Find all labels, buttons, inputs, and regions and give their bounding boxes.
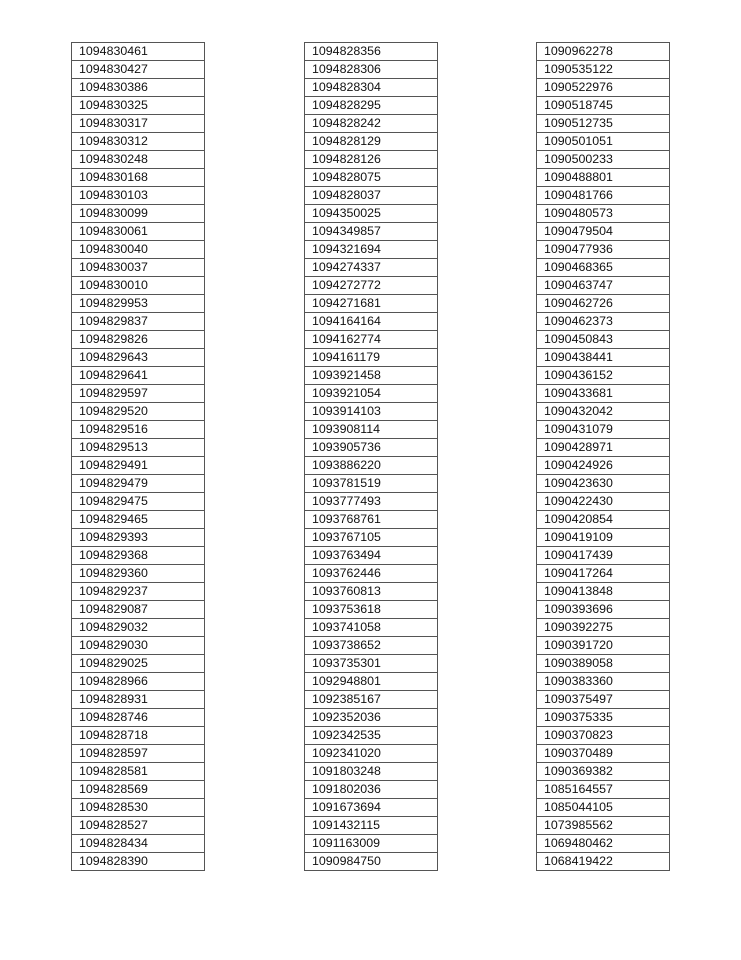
number-cell: 1091432115 (305, 817, 438, 835)
number-cell: 1094161179 (305, 349, 438, 367)
table-row (305, 349, 438, 367)
number-list-column-2 (304, 42, 438, 871)
table-row (537, 385, 670, 403)
table-row (305, 241, 438, 259)
table-row (305, 817, 438, 835)
table-row (72, 475, 205, 493)
number-cell: 1090422430 (537, 493, 670, 511)
table-row (72, 421, 205, 439)
number-cell: 1090479504 (537, 223, 670, 241)
table-row (537, 799, 670, 817)
number-cell: 1094830099 (72, 205, 205, 223)
table-row (305, 637, 438, 655)
table-row (537, 709, 670, 727)
number-cell: 1094828242 (305, 115, 438, 133)
number-cell: 1094829479 (72, 475, 205, 493)
number-cell: 1094829465 (72, 511, 205, 529)
number-cell: 1093905736 (305, 439, 438, 457)
table-row (305, 187, 438, 205)
number-cell: 1090392275 (537, 619, 670, 637)
table-row (72, 727, 205, 745)
table-row (305, 43, 438, 61)
number-cell: 1093921054 (305, 385, 438, 403)
number-cell: 1094828295 (305, 97, 438, 115)
number-cell: 1094828569 (72, 781, 205, 799)
table-row (537, 691, 670, 709)
number-cell: 1094828434 (72, 835, 205, 853)
table-row (72, 655, 205, 673)
table-row (305, 115, 438, 133)
number-cell: 1094164164 (305, 313, 438, 331)
number-table-2 (304, 42, 438, 871)
table-row (537, 277, 670, 295)
number-cell: 1090488801 (537, 169, 670, 187)
table-row (537, 169, 670, 187)
table-row (305, 583, 438, 601)
number-cell: 1094828718 (72, 727, 205, 745)
table-row (537, 637, 670, 655)
number-cell: 1094828306 (305, 61, 438, 79)
table-row (305, 295, 438, 313)
table-row (72, 511, 205, 529)
number-cell: 1090375497 (537, 691, 670, 709)
number-cell: 1094828530 (72, 799, 205, 817)
number-cell: 1091802036 (305, 781, 438, 799)
number-cell: 1090462373 (537, 313, 670, 331)
table-row (305, 547, 438, 565)
table-row (537, 367, 670, 385)
number-cell: 1094829025 (72, 655, 205, 673)
number-cell: 1094830040 (72, 241, 205, 259)
number-cell: 1094274337 (305, 259, 438, 277)
table-row (537, 817, 670, 835)
number-cell: 1094828037 (305, 187, 438, 205)
number-cell: 1068419422 (537, 853, 670, 871)
number-cell: 1090462726 (537, 295, 670, 313)
table-row (537, 349, 670, 367)
number-cell: 1094829641 (72, 367, 205, 385)
table-row (537, 421, 670, 439)
number-cell: 1093760813 (305, 583, 438, 601)
table-row (537, 187, 670, 205)
table-row (537, 745, 670, 763)
number-table-3 (536, 42, 670, 871)
table-row (305, 385, 438, 403)
number-cell: 1094829953 (72, 295, 205, 313)
number-cell: 1093735301 (305, 655, 438, 673)
table-row (72, 169, 205, 187)
number-cell: 1093767105 (305, 529, 438, 547)
number-cell: 1093921458 (305, 367, 438, 385)
table-row (305, 97, 438, 115)
table-row (305, 61, 438, 79)
number-cell: 1094828597 (72, 745, 205, 763)
number-cell: 1093886220 (305, 457, 438, 475)
number-cell: 1094829597 (72, 385, 205, 403)
number-cell: 1092948801 (305, 673, 438, 691)
number-cell: 1094321694 (305, 241, 438, 259)
table-row (72, 331, 205, 349)
number-cell: 1090962278 (537, 43, 670, 61)
number-cell: 1090417439 (537, 547, 670, 565)
table-row (537, 475, 670, 493)
table-row (72, 241, 205, 259)
number-cell: 1090438441 (537, 349, 670, 367)
number-cell: 1094830061 (72, 223, 205, 241)
table-row (305, 781, 438, 799)
table-row (305, 529, 438, 547)
table-row (305, 835, 438, 853)
number-cell: 1093908114 (305, 421, 438, 439)
number-cell: 1094828129 (305, 133, 438, 151)
table-row (537, 331, 670, 349)
number-cell: 1094828126 (305, 151, 438, 169)
number-cell: 1094829360 (72, 565, 205, 583)
number-cell: 1090423630 (537, 475, 670, 493)
table-row (537, 133, 670, 151)
number-cell: 1094272772 (305, 277, 438, 295)
table-row (305, 313, 438, 331)
number-cell: 1090535122 (537, 61, 670, 79)
number-cell: 1094830010 (72, 277, 205, 295)
number-cell: 1094829087 (72, 601, 205, 619)
number-cell: 1093762446 (305, 565, 438, 583)
table-row (72, 61, 205, 79)
number-cell: 1090522976 (537, 79, 670, 97)
table-row (72, 835, 205, 853)
table-row (72, 565, 205, 583)
table-row (305, 673, 438, 691)
table-row (72, 853, 205, 871)
table-row (305, 277, 438, 295)
number-cell: 1094829520 (72, 403, 205, 421)
number-table-1 (71, 42, 205, 871)
number-cell: 1094829826 (72, 331, 205, 349)
table-row (72, 133, 205, 151)
table-row (305, 475, 438, 493)
table-row (305, 727, 438, 745)
table-row (72, 385, 205, 403)
number-cell: 1094830427 (72, 61, 205, 79)
table-row (537, 241, 670, 259)
table-row (72, 295, 205, 313)
number-cell: 1094828304 (305, 79, 438, 97)
number-cell: 1093741058 (305, 619, 438, 637)
table-row (72, 583, 205, 601)
number-cell: 1094829030 (72, 637, 205, 655)
table-row (537, 223, 670, 241)
number-cell: 1090433681 (537, 385, 670, 403)
number-cell: 1094830325 (72, 97, 205, 115)
number-cell: 1094829032 (72, 619, 205, 637)
number-cell: 1093753618 (305, 601, 438, 619)
number-cell: 1094830461 (72, 43, 205, 61)
table-row (72, 457, 205, 475)
number-cell: 1093738652 (305, 637, 438, 655)
number-cell: 1094828527 (72, 817, 205, 835)
table-row (72, 43, 205, 61)
table-row (537, 601, 670, 619)
number-cell: 1090432042 (537, 403, 670, 421)
table-row (305, 223, 438, 241)
table-row (72, 619, 205, 637)
table-row (305, 439, 438, 457)
table-row (537, 115, 670, 133)
table-row (537, 457, 670, 475)
table-row (72, 493, 205, 511)
number-cell: 1090375335 (537, 709, 670, 727)
number-cell: 1092385167 (305, 691, 438, 709)
table-row (305, 799, 438, 817)
number-cell: 1093777493 (305, 493, 438, 511)
number-cell: 1090420854 (537, 511, 670, 529)
table-row (537, 583, 670, 601)
table-row (305, 421, 438, 439)
table-row (72, 187, 205, 205)
number-cell: 1090393696 (537, 601, 670, 619)
table-row (537, 853, 670, 871)
table-row (305, 151, 438, 169)
number-cell: 1090518745 (537, 97, 670, 115)
table-row (537, 295, 670, 313)
number-cell: 1090370489 (537, 745, 670, 763)
table-row (537, 619, 670, 637)
table-row (537, 403, 670, 421)
table-row (537, 565, 670, 583)
number-cell: 1085044105 (537, 799, 670, 817)
table-row (72, 745, 205, 763)
table-row (72, 115, 205, 133)
table-row (305, 493, 438, 511)
number-cell: 1090431079 (537, 421, 670, 439)
number-cell: 1090413848 (537, 583, 670, 601)
table-row (537, 493, 670, 511)
number-cell: 1094830312 (72, 133, 205, 151)
number-cell: 1090480573 (537, 205, 670, 223)
number-cell: 1094829513 (72, 439, 205, 457)
number-cell: 1085164557 (537, 781, 670, 799)
table-row (537, 781, 670, 799)
number-cell: 1094830317 (72, 115, 205, 133)
number-cell: 1090463747 (537, 277, 670, 295)
number-cell: 1090512735 (537, 115, 670, 133)
table-row (537, 259, 670, 277)
table-row (72, 367, 205, 385)
table-row (537, 835, 670, 853)
number-cell: 1090389058 (537, 655, 670, 673)
table-row (72, 259, 205, 277)
table-row (305, 169, 438, 187)
table-row (72, 817, 205, 835)
number-cell: 1094828390 (72, 853, 205, 871)
number-cell: 1094829368 (72, 547, 205, 565)
table-row (305, 853, 438, 871)
number-cell: 1094828931 (72, 691, 205, 709)
table-row (305, 457, 438, 475)
table-row (72, 763, 205, 781)
table-row (537, 79, 670, 97)
table-row (537, 439, 670, 457)
number-cell: 1093914103 (305, 403, 438, 421)
number-cell: 1094829491 (72, 457, 205, 475)
number-cell: 1094829516 (72, 421, 205, 439)
table-row (305, 565, 438, 583)
number-cell: 1090370823 (537, 727, 670, 745)
table-row (72, 673, 205, 691)
table-row (537, 763, 670, 781)
table-row (72, 601, 205, 619)
table-row (72, 529, 205, 547)
number-cell: 1094828581 (72, 763, 205, 781)
table-row (72, 439, 205, 457)
table-row (305, 331, 438, 349)
table-row (537, 511, 670, 529)
table-row (72, 313, 205, 331)
table-row (72, 709, 205, 727)
table-row (305, 655, 438, 673)
table-row (72, 151, 205, 169)
table-row (305, 619, 438, 637)
table-row (537, 655, 670, 673)
number-cell: 1091163009 (305, 835, 438, 853)
number-cell: 1094828356 (305, 43, 438, 61)
table-row (305, 79, 438, 97)
table-row (537, 97, 670, 115)
number-cell: 1094830168 (72, 169, 205, 187)
number-cell: 1090501051 (537, 133, 670, 151)
table-row (72, 277, 205, 295)
table-row (537, 673, 670, 691)
number-cell: 1092341020 (305, 745, 438, 763)
table-row (305, 601, 438, 619)
table-row (72, 97, 205, 115)
number-cell: 1094828075 (305, 169, 438, 187)
table-row (537, 547, 670, 565)
number-cell: 1094829475 (72, 493, 205, 511)
table-row (72, 205, 205, 223)
number-cell: 1091803248 (305, 763, 438, 781)
table-row (72, 637, 205, 655)
table-row (305, 259, 438, 277)
table-row (537, 151, 670, 169)
table-row (72, 223, 205, 241)
table-row (305, 367, 438, 385)
table-row (537, 61, 670, 79)
number-cell: 1094829643 (72, 349, 205, 367)
number-cell: 1094828746 (72, 709, 205, 727)
number-cell: 1090436152 (537, 367, 670, 385)
number-cell: 1094830103 (72, 187, 205, 205)
number-cell: 1094162774 (305, 331, 438, 349)
number-cell: 1090477936 (537, 241, 670, 259)
number-cell: 1090450843 (537, 331, 670, 349)
number-cell: 1090369382 (537, 763, 670, 781)
table-row (72, 691, 205, 709)
table-row (305, 205, 438, 223)
table-row (537, 727, 670, 745)
table-row (72, 799, 205, 817)
number-cell: 1094828966 (72, 673, 205, 691)
number-cell: 1094829837 (72, 313, 205, 331)
number-cell: 1090500233 (537, 151, 670, 169)
number-cell: 1094350025 (305, 205, 438, 223)
number-cell: 1092352036 (305, 709, 438, 727)
number-cell: 1091673694 (305, 799, 438, 817)
table-row (537, 313, 670, 331)
number-cell: 1073985562 (537, 817, 670, 835)
number-cell: 1090383360 (537, 673, 670, 691)
number-cell: 1090424926 (537, 457, 670, 475)
number-cell: 1094830386 (72, 79, 205, 97)
number-cell: 1090468365 (537, 259, 670, 277)
number-cell: 1090419109 (537, 529, 670, 547)
table-row (72, 781, 205, 799)
number-cell: 1094349857 (305, 223, 438, 241)
number-cell: 1093763494 (305, 547, 438, 565)
table-row (72, 349, 205, 367)
number-list-column-3 (536, 42, 670, 871)
number-cell: 1069480462 (537, 835, 670, 853)
table-row (305, 133, 438, 151)
table-row (72, 403, 205, 421)
table-row (72, 547, 205, 565)
number-cell: 1094830037 (72, 259, 205, 277)
table-row (305, 745, 438, 763)
number-cell: 1094830248 (72, 151, 205, 169)
table-row (305, 403, 438, 421)
table-row (305, 511, 438, 529)
table-row (72, 79, 205, 97)
number-cell: 1093781519 (305, 475, 438, 493)
table-row (305, 709, 438, 727)
number-cell: 1094829393 (72, 529, 205, 547)
table-row (537, 43, 670, 61)
table-row (537, 529, 670, 547)
table-row (305, 691, 438, 709)
table-row (305, 763, 438, 781)
number-list-column-1 (71, 42, 205, 871)
number-cell: 1090391720 (537, 637, 670, 655)
number-cell: 1090481766 (537, 187, 670, 205)
number-cell: 1090428971 (537, 439, 670, 457)
number-cell: 1090417264 (537, 565, 670, 583)
table-row (537, 205, 670, 223)
number-cell: 1093768761 (305, 511, 438, 529)
number-cell: 1094829237 (72, 583, 205, 601)
number-cell: 1092342535 (305, 727, 438, 745)
number-cell: 1090984750 (305, 853, 438, 871)
number-cell: 1094271681 (305, 295, 438, 313)
